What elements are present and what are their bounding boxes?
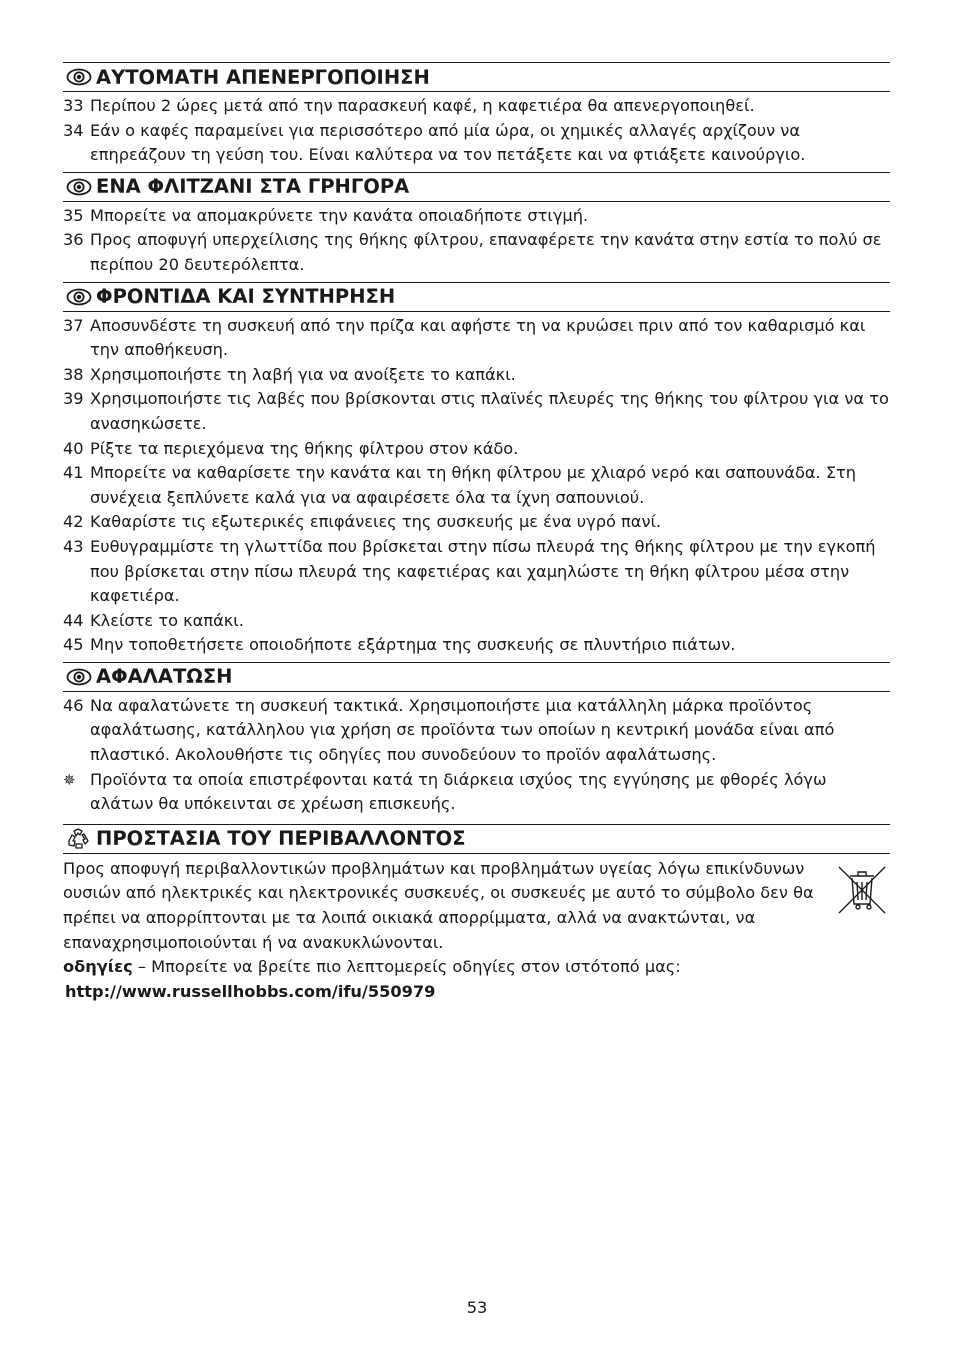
section-header bbox=[63, 172, 890, 202]
item-number: 45 bbox=[63, 635, 84, 655]
item-text: Μπορείτε να καθαρίσετε την κανάτα και τη θήκη φίλτρου με χλιαρό νερό και σαπουνάδα. Στη συνέχεια ξεπλύνετε καλά για να αφαιρέσετε όλα τα ίχνη σαπουνιού. bbox=[90, 463, 857, 507]
recycle-icon bbox=[66, 828, 96, 850]
item-text: Καθαρίστε τις εξωτερικές επιφάνειες της συσκευής με ένα υγρό πανί. bbox=[90, 512, 662, 532]
item-number: 38 bbox=[63, 364, 84, 384]
section-title: ΑΥΤΟΜΑΤΗ ΑΠΕΝΕΡΓΟΠΟΙΗΣΗ bbox=[96, 65, 430, 89]
instruction-list bbox=[63, 312, 890, 659]
list-item bbox=[63, 609, 890, 634]
item-text: Μην τοποθετήσετε οποιοδήποτε εξάρτημα της συσκευής σε πλυντήριο πιάτων. bbox=[90, 635, 736, 655]
item-number: 36 bbox=[63, 230, 84, 250]
eye-icon bbox=[66, 286, 96, 308]
item-text: Ευθυγραμμίστε τη γλωττίδα που βρίσκεται στην πίσω πλευρά της θήκης φίλτρου με την εγκοπή που βρίσκεται στην πίσω πλευρά της καφετιέρας και χαμηλώστε τη θήκη φίλτρου μέσα στην καφετιέρα. bbox=[90, 536, 876, 606]
environment-paragraph: Προς αποφυγή περιβαλλοντικών προβλημάτων και προβλημάτων υγείας λόγω επικίνδυνων ουσιών από ηλεκτρικές και ηλεκτρονικές συσκευές, οι συσκευές με αυτό το σύμβολο δεν θα πρέπει να απορρίπτονται με τα λοιπά οικιακά απορρίμματα, αλλά να ανακτώνται, να επαναχρησιμοποιούνται ή να ανακυκλώνονται. bbox=[63, 858, 814, 952]
list-item bbox=[63, 94, 890, 119]
item-number: 46 bbox=[63, 695, 84, 715]
section-header bbox=[63, 662, 890, 692]
item-text: Κλείστε το καπάκι. bbox=[90, 610, 244, 630]
item-text: Ρίξτε τα περιεχόμενα της θήκης φίλτρου στον κάδο. bbox=[90, 438, 519, 458]
item-number: 44 bbox=[63, 610, 84, 630]
section-title: ΦΡΟΝΤΙΔΑ ΚΑΙ ΣΥΝΤΗΡΗΣΗ bbox=[96, 285, 396, 309]
warning-note bbox=[63, 768, 890, 817]
eye-icon bbox=[66, 66, 96, 88]
item-text: Χρησιμοποιήστε τις λαβές που βρίσκονται στις πλαϊνές πλευρές της θήκης του φίλτρου για να το ανασηκώσετε. bbox=[90, 389, 889, 433]
list-item bbox=[63, 228, 890, 277]
instructions-text: – Μπορείτε να βρείτε πιο λεπτομερείς οδηγίες στον ιστότοπό μας: bbox=[132, 957, 681, 977]
section-header bbox=[63, 282, 890, 312]
eye-icon bbox=[66, 666, 96, 688]
section-header bbox=[63, 824, 890, 854]
manual-page bbox=[63, 62, 890, 1004]
eye-icon bbox=[66, 176, 96, 198]
instructions-line bbox=[63, 955, 890, 980]
instruction-list bbox=[63, 202, 890, 279]
warning-text: Προϊόντα τα οποία επιστρέφονται κατά τη διάρκεια ισχύος της εγγύησης με φθορές λόγω αλάτων θα υπόκεινται σε χρέωση επισκευής. bbox=[90, 769, 827, 814]
item-text: Εάν ο καφές παραμείνει για περισσότερο από μία ώρα, οι χημικές αλλαγές αρχίζουν να επηρεάζουν τη γεύση του. Είναι καλύτερα να τον πετάξετε και να φτιάξετε καινούργιο. bbox=[90, 120, 806, 165]
item-number: 35 bbox=[63, 205, 84, 225]
list-item bbox=[63, 461, 890, 510]
item-text: Περίπου 2 ώρες μετά από την παρασκευή καφέ, η καφετιέρα θα απενεργοποιηθεί. bbox=[90, 96, 755, 115]
list-item bbox=[63, 314, 890, 363]
instructions-label: οδηγίες bbox=[63, 957, 133, 977]
item-text: Να αφαλατώνετε τη συσκευή τακτικά. Χρησιμοποιήστε μια κατάλληλη μάρκα προϊόντος αφαλάτωσης, κατάλληλου για χρήση σε προϊόντα των οποίων η κεντρική μονάδα είναι από πλαστικό. Ακολουθήστε τις οδηγίες που συνοδεύουν το προϊόν αφαλάτωσης. bbox=[90, 695, 835, 765]
item-number: 39 bbox=[63, 389, 84, 409]
item-text: Προς αποφυγή υπερχείλισης της θήκης φίλτρου, επαναφέρετε την κανάτα στην εστία το πολύ σε περίπου 20 δευτερόλεπτα. bbox=[90, 230, 882, 274]
list-item bbox=[63, 204, 890, 229]
list-item bbox=[63, 510, 890, 535]
item-number: 43 bbox=[63, 536, 84, 556]
instructions-url-link[interactable]: http://www.russellhobbs.com/ifu/550979 bbox=[65, 981, 436, 1001]
section-title: ΑΦΑΛΑΤΩΣΗ bbox=[96, 665, 233, 689]
item-number: 33 bbox=[63, 96, 84, 115]
list-item bbox=[63, 633, 890, 658]
crossed-out-bin-icon bbox=[836, 864, 888, 916]
list-item bbox=[63, 437, 890, 462]
item-text: Αποσυνδέστε τη συσκευή από την πρίζα και αφήστε τη να κρυώσει πριν από τον καθαρισμό και την αποθήκευση. bbox=[90, 315, 866, 360]
instruction-list bbox=[63, 92, 890, 169]
instruction-list bbox=[63, 692, 890, 818]
list-item bbox=[63, 387, 890, 436]
item-text: Μπορείτε να απομακρύνετε την κανάτα οποιαδήποτε στιγμή. bbox=[90, 205, 589, 225]
section-title: ΕΝΑ ΦΛΙΤΖΑΝΙ ΣΤΑ ΓΡΗΓΟΡΑ bbox=[96, 175, 410, 199]
item-number: 34 bbox=[63, 120, 84, 140]
item-number: 40 bbox=[63, 438, 84, 458]
item-number: 41 bbox=[63, 463, 84, 483]
environment-block bbox=[63, 854, 890, 1005]
item-number: 42 bbox=[63, 512, 84, 532]
warning-star-icon: ✵ bbox=[63, 770, 76, 789]
list-item bbox=[63, 363, 890, 388]
list-item bbox=[63, 119, 890, 168]
item-number: 37 bbox=[63, 315, 84, 335]
section-header bbox=[63, 62, 890, 92]
item-text: Χρησιμοποιήστε τη λαβή για να ανοίξετε το καπάκι. bbox=[90, 364, 516, 384]
section-title: ΠΡΟΣΤΑΣΙΑ ΤΟΥ ΠΕΡΙΒΑΛΛΟΝΤΟΣ bbox=[96, 827, 466, 851]
list-item bbox=[63, 535, 890, 609]
page-number: 53 bbox=[466, 1298, 488, 1317]
list-item bbox=[63, 694, 890, 768]
